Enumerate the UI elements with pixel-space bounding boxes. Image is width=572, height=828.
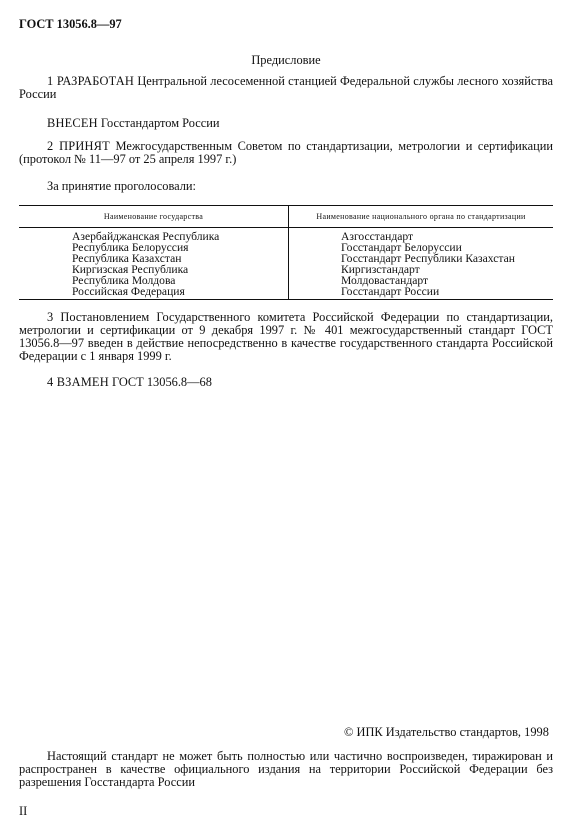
replaces-label: 4 ВЗАМЕН xyxy=(47,375,109,389)
resolution-paragraph: 3 Постановлением Государственного комитета Российской Федерации по стандартизации, метрологии и сертификации от 9 декабря 1997 г. № 401 межгосударственный стандарт ГОСТ 13056.8—97 введен в действие непосредственно в качестве государственного стандарта Российской Федерации с 1 января 1999 г. xyxy=(19,310,553,363)
replaces-paragraph xyxy=(19,376,553,389)
voted-text: За принятие проголосовали: xyxy=(47,179,196,193)
page-number: II xyxy=(19,804,28,818)
standards-body-name: Молдовастандарт xyxy=(341,274,429,287)
copyright-notice: © ИПК Издательство стандартов, 1998 xyxy=(344,725,549,739)
state-name: Российская Федерация xyxy=(72,285,185,298)
member-states-table xyxy=(19,205,553,298)
body-column xyxy=(289,228,554,300)
developed-text: Центральной лесосеменной станцией Федеральной службы лесного хозяйства России xyxy=(19,74,553,101)
introduced-text: Госстандартом России xyxy=(100,116,220,130)
introduced-paragraph xyxy=(19,117,553,130)
standards-body-name: Госстандарт России xyxy=(341,285,440,298)
document-code: ГОСТ 13056.8—97 xyxy=(19,17,122,31)
standards-body-name: Госстандарт Белоруссии xyxy=(341,241,462,254)
replaces-text: ГОСТ 13056.8—68 xyxy=(111,375,212,389)
adopted-paragraph xyxy=(19,140,553,166)
reproduction-notice: Настоящий стандарт не может быть полностью или частично воспроизведен, тиражирован и распространен в качестве официального издания на территории Российской Федерации без разрешения Госстандарта России xyxy=(19,749,553,789)
adopted-label: 2 ПРИНЯТ xyxy=(47,139,110,153)
standards-body-name: Госстандарт Республики Казахстан xyxy=(341,252,515,265)
table-header-body: Наименование национального органа по стандартизации xyxy=(289,206,554,228)
table-header-state: Наименование государства xyxy=(19,206,289,228)
state-name: Республика Казахстан xyxy=(72,252,182,265)
introduced-label: ВНЕСЕН xyxy=(47,116,98,130)
state-name: Республика Белоруссия xyxy=(72,241,189,254)
state-column xyxy=(19,228,289,300)
developed-paragraph xyxy=(19,75,553,101)
preface-title: Предисловие xyxy=(251,53,321,67)
standards-body-name: Азгосстандарт xyxy=(341,230,414,243)
state-name: Азербайджанская Республика xyxy=(72,230,220,243)
standards-body-name: Киргизстандарт xyxy=(341,263,420,276)
state-name: Республика Молдова xyxy=(72,274,176,287)
adopted-text: Межгосударственным Советом по стандартизации, метрологии и сертификации (протокол № 11—97 от 25 апреля 1997 г.) xyxy=(19,139,553,166)
developed-label: 1 РАЗРАБОТАН xyxy=(47,74,135,88)
state-name: Киргизская Республика xyxy=(72,263,189,276)
